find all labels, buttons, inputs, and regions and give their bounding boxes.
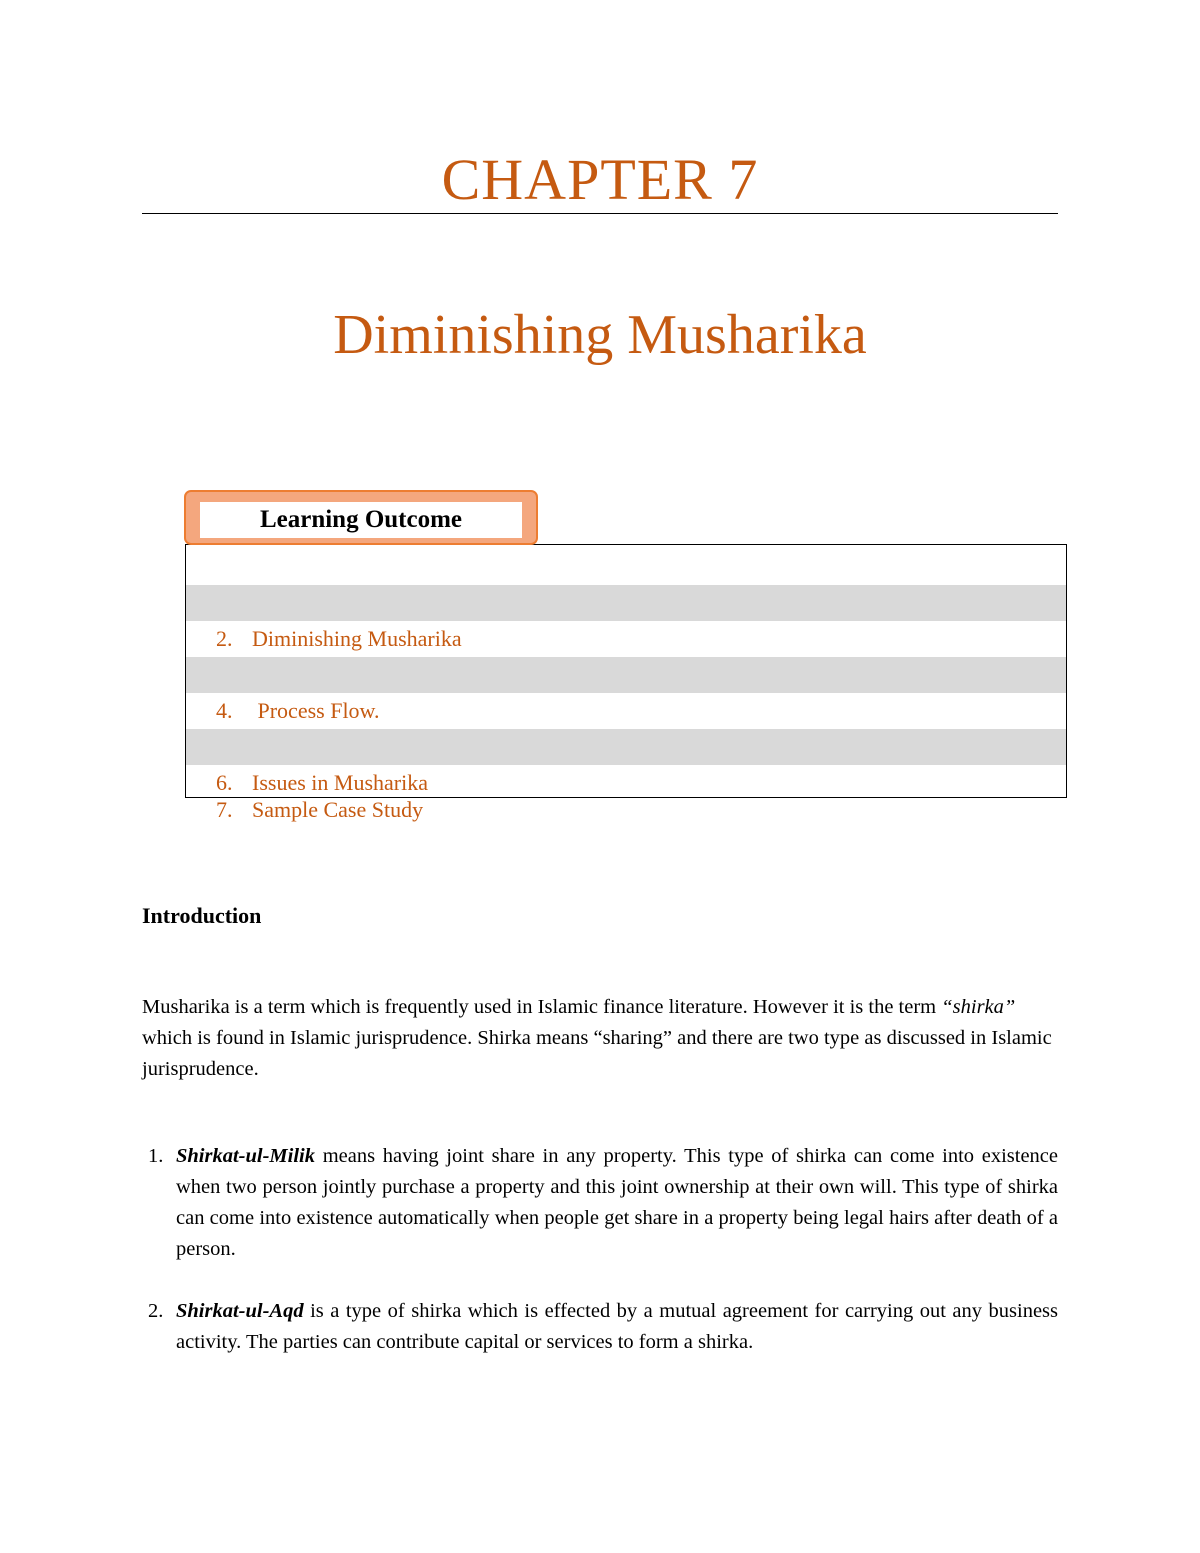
item-number: 4. <box>216 698 233 723</box>
list-item <box>142 1141 1058 1265</box>
paragraph-text: Musharika is a term which is frequently used in Islamic finance literature. However it is the term <box>142 996 942 1018</box>
paragraph-text: which is found in Islamic jurisprudence. Shirka means “sharing” and there are two type as discussed in Islamic jurisprudence. <box>142 1027 1052 1080</box>
list-number: 2. <box>148 1300 164 1322</box>
list-body <box>176 1296 1058 1358</box>
chapter-title: Diminishing Musharika <box>333 304 867 366</box>
learning-outcome-item <box>186 729 1066 795</box>
learning-outcome-item <box>186 585 1066 651</box>
item-number: 6. <box>216 770 233 795</box>
list-item <box>142 1296 1058 1358</box>
learning-outcome-item <box>186 657 1066 723</box>
item-text: Process Flow. <box>252 698 380 723</box>
learning-outcome-item <box>186 765 1066 822</box>
list-body <box>176 1141 1058 1265</box>
learning-outcome-heading: Learning Outcome <box>200 502 522 538</box>
introduction-heading: Introduction <box>142 903 262 928</box>
chapter-label: CHAPTER 7 <box>441 147 759 212</box>
list-text: means having joint share in any property. This type of shirka can come into existence when two person jointly purchase a property and this joint ownership at their own will. This type of shirka can come into existence automatically when people get share in a property being legal hairs after death of a person. <box>176 1145 1058 1260</box>
list-text: is a type of shirka which is effected by a mutual agreement for carrying out any business activity. The parties can contribute capital or services to form a shirka. <box>176 1300 1058 1353</box>
chapter-divider <box>142 213 1058 214</box>
learning-outcome-item <box>186 549 1066 585</box>
shirka-term: “shirka” <box>941 996 1016 1018</box>
item-text: Diminishing Musharika <box>252 626 462 651</box>
item-number: 2. <box>216 626 233 651</box>
introduction-paragraph <box>142 992 1058 1085</box>
item-number: 7. <box>216 797 233 822</box>
item-text: Issues in Musharika <box>252 770 428 795</box>
learning-outcome-item <box>186 693 1066 729</box>
list-term: Shirkat-ul-Milik <box>176 1145 315 1167</box>
learning-outcome-table <box>185 544 1067 822</box>
list-term: Shirkat-ul-Aqd <box>176 1300 304 1322</box>
learning-outcome-item <box>186 621 1066 657</box>
item-text: Sample Case Study <box>252 797 424 822</box>
list-number: 1. <box>148 1145 164 1167</box>
